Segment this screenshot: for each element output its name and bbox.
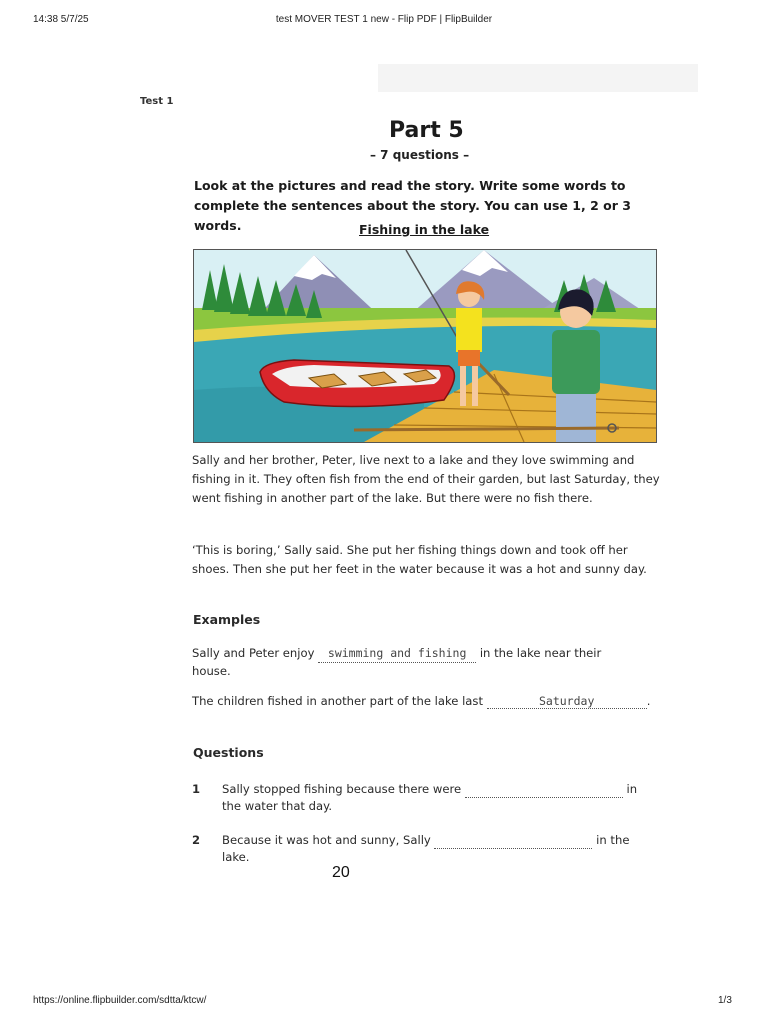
example-2-before: The children fished in another part of the lake last bbox=[192, 694, 483, 708]
print-url: https://online.flipbuilder.com/sdtta/ktcw/ bbox=[33, 995, 207, 1006]
questions-heading: Questions bbox=[193, 745, 264, 760]
lake-scene-image bbox=[194, 250, 656, 442]
story-title: Fishing in the lake bbox=[359, 222, 490, 237]
question-1-before: Sally stopped fishing because there were bbox=[222, 782, 462, 796]
question-count: – 7 questions – bbox=[370, 148, 470, 162]
examples-heading: Examples bbox=[193, 612, 261, 627]
example-2-answer: Saturday bbox=[538, 694, 595, 708]
document-page bbox=[0, 40, 768, 990]
example-1-before: Sally and Peter enjoy bbox=[192, 646, 315, 660]
question-2-after: in the lake. bbox=[222, 833, 630, 864]
print-title: test MOVER TEST 1 new - Flip PDF | FlipBuilder bbox=[275, 14, 493, 25]
print-time: 14:38 5/7/25 bbox=[33, 14, 89, 25]
scan-smudge bbox=[378, 64, 698, 92]
print-page-count: 1/3 bbox=[718, 995, 732, 1006]
question-number: 1 bbox=[192, 782, 201, 796]
question-2-before: Because it was hot and sunny, Sally bbox=[222, 833, 431, 847]
test-label: Test 1 bbox=[140, 96, 174, 107]
instructions: Look at the pictures and read the story. Write some words to complete the sentences about the story. You can use 1, 2 or 3 words. bbox=[194, 178, 631, 233]
example-2-after: . bbox=[646, 694, 651, 708]
print-header bbox=[0, 14, 768, 34]
example-1-answer: swimming and fishing bbox=[327, 646, 467, 660]
example-1-answer-line bbox=[318, 645, 476, 663]
answer-blank[interactable] bbox=[434, 832, 592, 849]
story-illustration bbox=[193, 249, 657, 443]
example-2-answer-line bbox=[487, 694, 647, 709]
example-1 bbox=[192, 645, 632, 680]
page-number: 20 bbox=[332, 864, 350, 881]
story-paragraph-2: ‘This is boring,’ Sally said. She put her fishing things down and took off her shoes. Then she put her feet in the water because it was a hot and sunny day. bbox=[192, 543, 647, 576]
story-paragraph-1: Sally and her brother, Peter, live next to a lake and they love swimming and fishing in it. They often fish from the end of their garden, but last Saturday, they went fishing in another part of the lake. But there were no fish there. bbox=[192, 453, 660, 505]
answer-blank[interactable] bbox=[465, 781, 623, 798]
part-title: Part 5 bbox=[389, 118, 464, 143]
question-1-after: in the water that day. bbox=[222, 782, 638, 813]
example-2 bbox=[192, 694, 662, 709]
example-1-after: in the lake near their house. bbox=[192, 646, 602, 678]
question-number: 2 bbox=[192, 833, 201, 847]
